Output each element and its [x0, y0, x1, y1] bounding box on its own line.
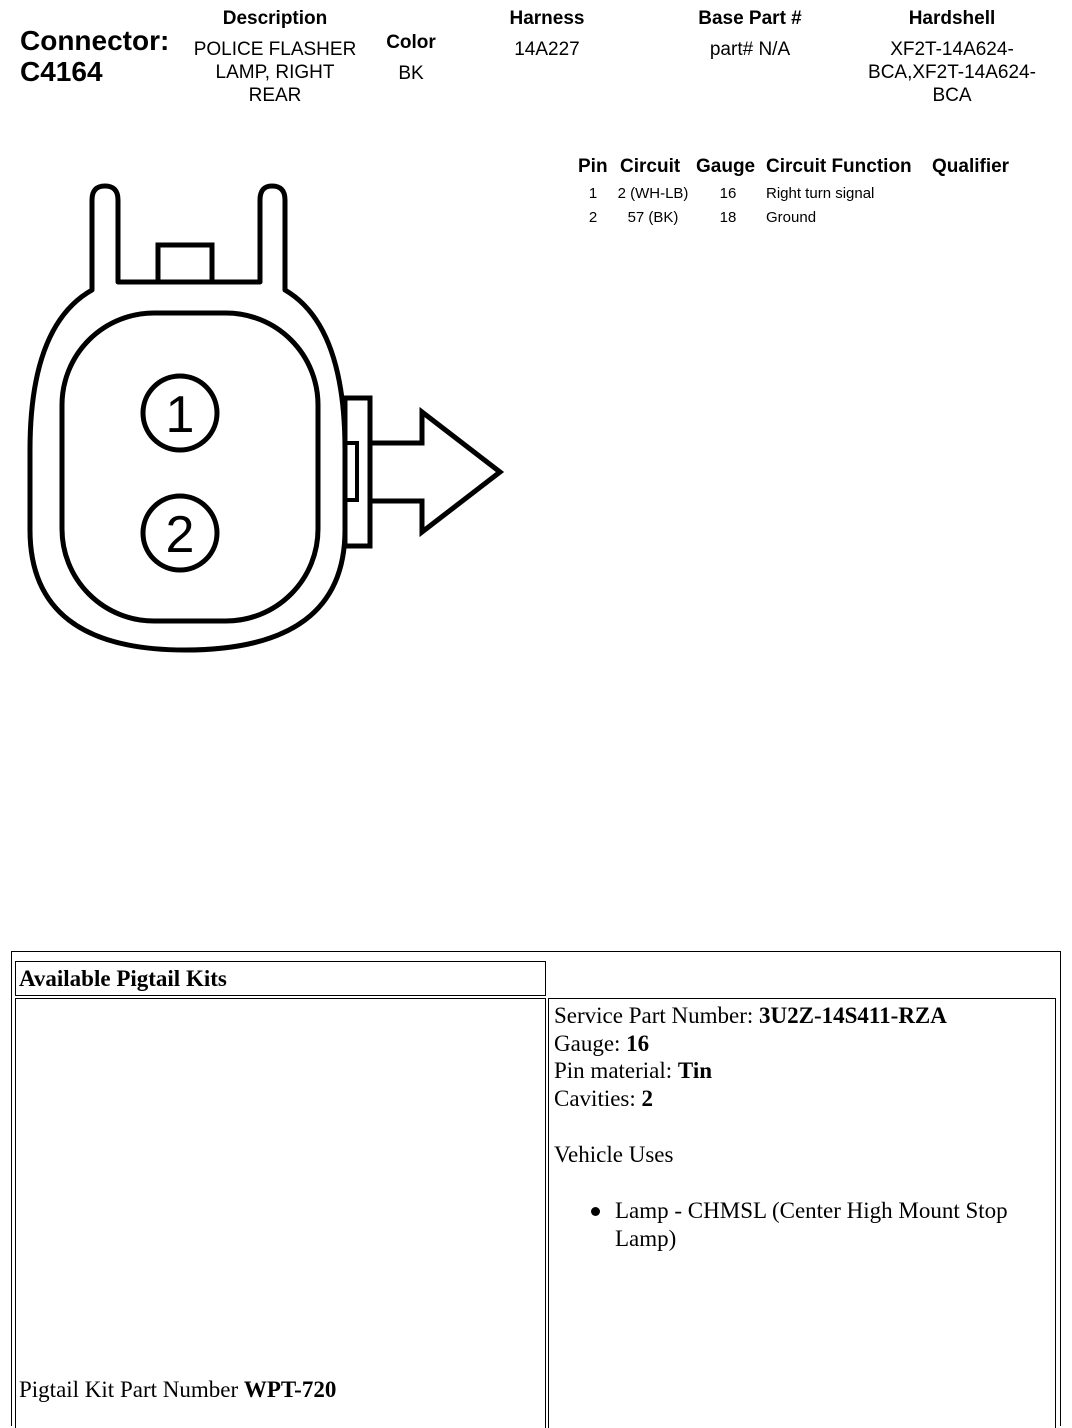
description-line: REAR — [248, 85, 302, 106]
gauge-cell: 16 — [719, 185, 737, 202]
function-cell: Right turn signal — [766, 185, 875, 202]
gauge-row — [554, 1030, 649, 1058]
circuit-function-header: Circuit Function — [766, 156, 912, 177]
base-part-value: part# N/A — [709, 39, 791, 60]
vehicle-use-line: Lamp) — [615, 1226, 677, 1251]
gauge-cell: 18 — [719, 209, 737, 226]
service-part-value: 3U2Z-14S411-RZA — [759, 1003, 947, 1028]
harness-value: 14A227 — [514, 39, 580, 60]
description-label: Description — [222, 8, 328, 29]
arrow-icon — [370, 412, 500, 532]
pigtail-details-cell — [548, 998, 1056, 1428]
connector-id: C4164 — [20, 56, 103, 87]
pigtail-title-cell — [15, 961, 546, 996]
base-part-label: Base Part # — [698, 8, 802, 29]
pigtail-image-cell — [15, 998, 546, 1428]
kit-part-value: WPT-720 — [243, 1377, 337, 1402]
pin-header: Pin — [578, 156, 608, 177]
pin-cell: 1 — [588, 185, 598, 202]
harness-label: Harness — [509, 8, 585, 29]
hardshell-line: XF2T-14A624- — [890, 39, 1014, 60]
circuit-cell: 57 (BK) — [627, 209, 679, 226]
description-line: POLICE FLASHER — [193, 39, 357, 60]
vehicle-use-line: Lamp - CHMSL (Center High Mount Stop — [615, 1198, 1008, 1223]
pin-2-label: 2 — [165, 506, 195, 564]
service-part-label: Service Part Number: — [554, 1003, 760, 1028]
description-line: LAMP, RIGHT — [215, 62, 335, 83]
connector-key-tab — [158, 245, 212, 282]
circuit-cell: 2 (WH-LB) — [617, 185, 689, 202]
pin-material-row — [554, 1057, 712, 1085]
gauge-header: Gauge — [696, 156, 756, 177]
cavities-row — [554, 1085, 653, 1113]
gauge-value: 16 — [626, 1031, 650, 1056]
pin-1-label: 1 — [165, 386, 195, 444]
hardshell-value — [852, 38, 1052, 107]
color-value: BK — [398, 63, 424, 84]
hardshell-line: BCA,XF2T-14A624- — [868, 62, 1036, 83]
vehicle-uses-label: Vehicle Uses — [554, 1142, 674, 1167]
hardshell-label: Hardshell — [908, 8, 996, 29]
gauge-label: Gauge: — [554, 1031, 627, 1056]
bullet-icon — [591, 1207, 600, 1216]
connector-side-latch-inner — [345, 443, 357, 500]
cavities-value: 2 — [641, 1086, 654, 1111]
kit-part-label: Pigtail Kit Part Number — [19, 1377, 244, 1402]
color-label: Color — [386, 32, 436, 53]
pin-material-label: Pin material: — [554, 1058, 678, 1083]
pigtail-kit-part — [19, 1376, 336, 1404]
pin-material-value: Tin — [677, 1058, 713, 1083]
service-part-row — [554, 1002, 947, 1030]
connector-inner-outline — [62, 313, 318, 621]
qualifier-header: Qualifier — [932, 156, 1010, 177]
connector-label: Connector: — [20, 25, 170, 56]
cavities-label: Cavities: — [554, 1086, 642, 1111]
vehicle-use-item — [615, 1197, 1051, 1253]
pin-cell: 2 — [588, 209, 598, 226]
function-cell: Ground — [766, 209, 817, 226]
pigtail-title: Available Pigtail Kits — [19, 966, 227, 991]
circuit-header: Circuit — [620, 156, 681, 177]
connector-diagram — [0, 150, 520, 670]
hardshell-line: BCA — [932, 85, 972, 106]
description-value — [175, 38, 375, 107]
